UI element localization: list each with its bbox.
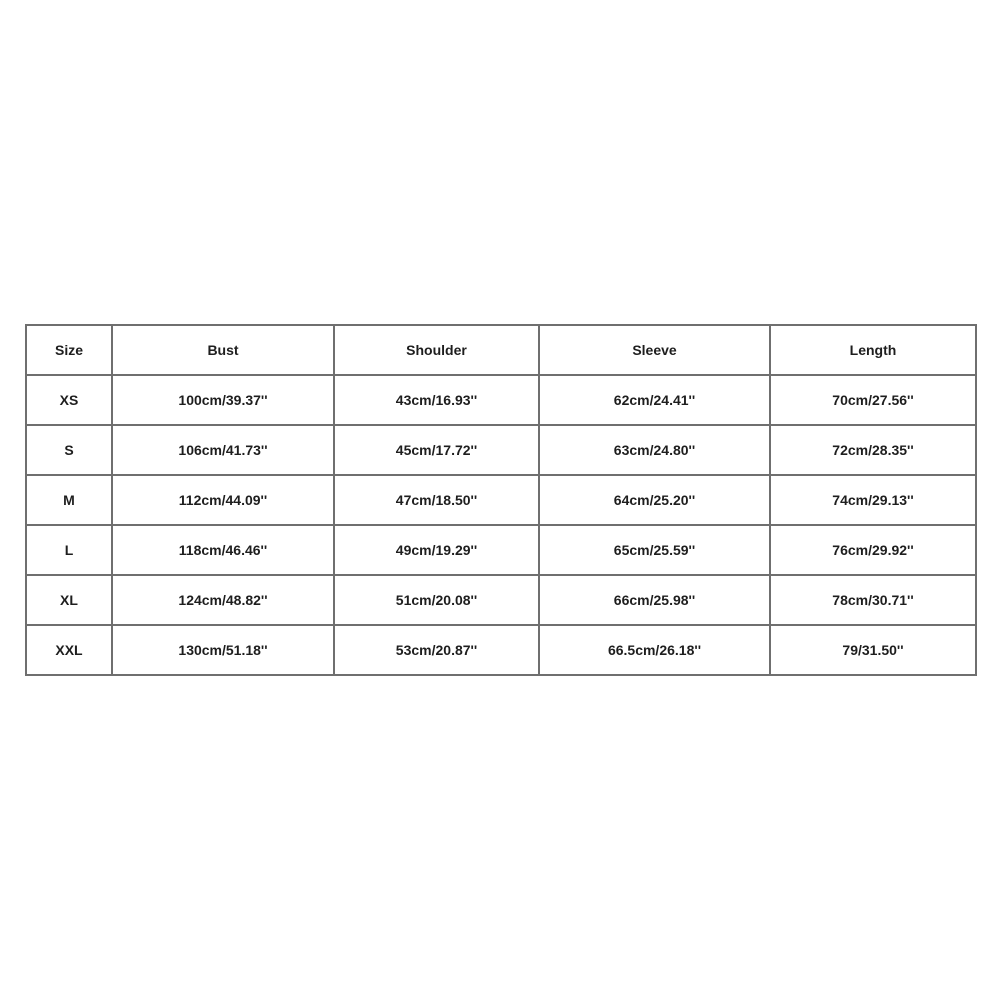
cell-size: XS xyxy=(26,375,112,425)
table-row xyxy=(26,375,976,425)
table-header-row xyxy=(26,325,976,375)
cell-size: XL xyxy=(26,575,112,625)
cell-shoulder: 49cm/19.29'' xyxy=(334,525,539,575)
cell-length: 76cm/29.92'' xyxy=(770,525,976,575)
table-row xyxy=(26,575,976,625)
cell-size: L xyxy=(26,525,112,575)
cell-size: XXL xyxy=(26,625,112,675)
cell-sleeve: 64cm/25.20'' xyxy=(539,475,770,525)
cell-bust: 124cm/48.82'' xyxy=(112,575,334,625)
cell-bust: 130cm/51.18'' xyxy=(112,625,334,675)
cell-shoulder: 47cm/18.50'' xyxy=(334,475,539,525)
table-row xyxy=(26,625,976,675)
table-row xyxy=(26,425,976,475)
cell-shoulder: 45cm/17.72'' xyxy=(334,425,539,475)
table-row xyxy=(26,475,976,525)
header-sleeve: Sleeve xyxy=(539,325,770,375)
cell-length: 78cm/30.71'' xyxy=(770,575,976,625)
cell-sleeve: 63cm/24.80'' xyxy=(539,425,770,475)
cell-shoulder: 43cm/16.93'' xyxy=(334,375,539,425)
cell-length: 79/31.50'' xyxy=(770,625,976,675)
cell-length: 72cm/28.35'' xyxy=(770,425,976,475)
cell-shoulder: 53cm/20.87'' xyxy=(334,625,539,675)
cell-bust: 118cm/46.46'' xyxy=(112,525,334,575)
cell-length: 74cm/29.13'' xyxy=(770,475,976,525)
size-chart-table xyxy=(25,324,977,676)
header-length: Length xyxy=(770,325,976,375)
cell-sleeve: 66.5cm/26.18'' xyxy=(539,625,770,675)
cell-size: S xyxy=(26,425,112,475)
cell-size: M xyxy=(26,475,112,525)
cell-sleeve: 66cm/25.98'' xyxy=(539,575,770,625)
cell-bust: 106cm/41.73'' xyxy=(112,425,334,475)
cell-bust: 100cm/39.37'' xyxy=(112,375,334,425)
table-row xyxy=(26,525,976,575)
cell-sleeve: 62cm/24.41'' xyxy=(539,375,770,425)
cell-sleeve: 65cm/25.59'' xyxy=(539,525,770,575)
header-shoulder: Shoulder xyxy=(334,325,539,375)
header-size: Size xyxy=(26,325,112,375)
cell-shoulder: 51cm/20.08'' xyxy=(334,575,539,625)
cell-length: 70cm/27.56'' xyxy=(770,375,976,425)
cell-bust: 112cm/44.09'' xyxy=(112,475,334,525)
header-bust: Bust xyxy=(112,325,334,375)
